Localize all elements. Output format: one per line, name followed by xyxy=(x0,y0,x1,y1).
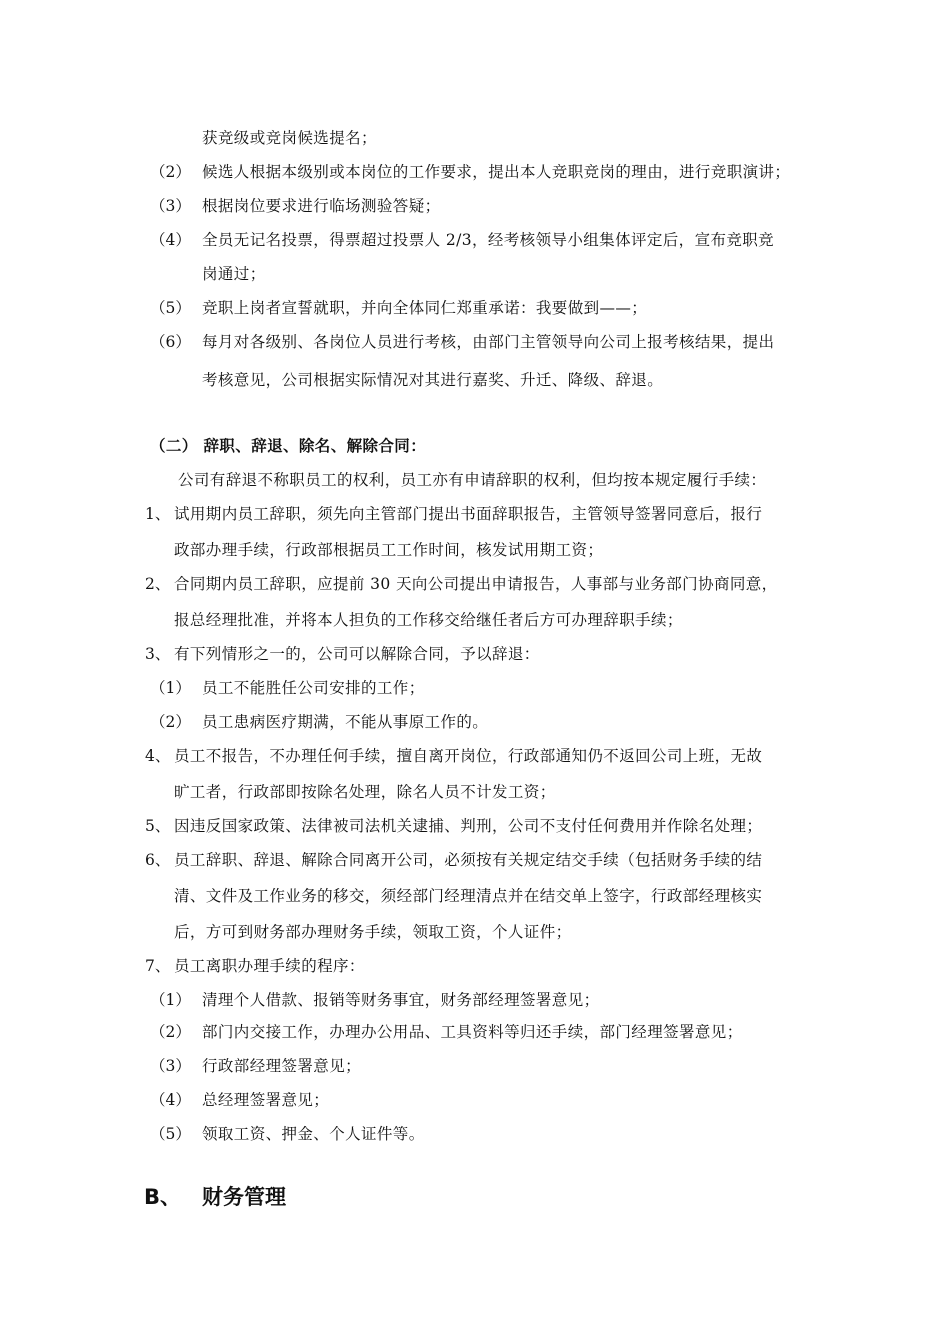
list-item-text: 根据岗位要求进行临场测验答疑； xyxy=(202,197,441,215)
list-item-text: 候选人根据本级别或本岗位的工作要求，提出本人竞职竞岗的理由，进行竞职演讲； xyxy=(202,163,791,181)
list-item-text: 员工辞职、辞退、解除合同离开公司，必须按有关规定结交手续（包括财务手续的结 xyxy=(174,851,763,869)
item-number: （3） xyxy=(150,1057,191,1075)
item-number: （5） xyxy=(150,299,191,317)
list-item-text: 清理个人借款、报销等财务事宜，财务部经理签署意见； xyxy=(202,991,600,1009)
list-item-text: 领取工资、押金、个人证件等。 xyxy=(202,1125,425,1143)
item-number: （4） xyxy=(150,1091,191,1109)
item-number: （1） xyxy=(150,679,191,697)
item-number: 6、 xyxy=(145,851,171,869)
list-item-text: 清、文件及工作业务的移交，须经部门经理清点并在结交单上签字，行政部经理核实 xyxy=(174,887,763,905)
item-number: （2） xyxy=(150,1023,191,1041)
list-item-text: 竞职上岗者宣誓就职，并向全体同仁郑重承诺：我要做到——； xyxy=(202,299,648,317)
item-number: （4） xyxy=(150,231,191,249)
list-item-text: 岗通过； xyxy=(202,265,266,283)
item-number: 2、 xyxy=(145,575,171,593)
list-item-text: 全员无记名投票，得票超过投票人 2/3，经考核领导小组集体评定后，宣布竞职竞 xyxy=(202,231,775,249)
list-item-text: 政部办理手续，行政部根据员工工作时间，核发试用期工资； xyxy=(174,541,604,559)
list-item-text: 合同期内员工辞职，应提前 30 天向公司提出申请报告，人事部与业务部门协商同意， xyxy=(174,575,778,593)
item-number: 5、 xyxy=(145,817,171,835)
item-number: （2） xyxy=(150,163,191,181)
list-item-text: 有下列情形之一的，公司可以解除合同，予以辞退： xyxy=(174,645,540,663)
list-item-text: 因违反国家政策、法律被司法机关逮捕、判刑，公司不支付任何费用并作除名处理； xyxy=(174,817,763,835)
list-item-text: 试用期内员工辞职，须先向主管部门提出书面辞职报告，主管领导签署同意后，报行 xyxy=(174,505,763,523)
item-number: （5） xyxy=(150,1125,191,1143)
list-item-text: 后，方可到财务部办理财务手续，领取工资，个人证件； xyxy=(174,923,572,941)
list-item-text: 员工不能胜任公司安排的工作； xyxy=(202,679,425,697)
list-item-text: 员工离职办理手续的程序： xyxy=(174,957,365,975)
list-item-text: 员工患病医疗期满，不能从事原工作的。 xyxy=(202,713,489,731)
list-item-text: 行政部经理签署意见； xyxy=(202,1057,362,1075)
list-item-text: 每月对各级别、各岗位人员进行考核，由部门主管领导向公司上报考核结果，提出 xyxy=(202,333,775,351)
item-number: 4、 xyxy=(145,747,171,765)
list-item-text: 部门内交接工作，办理办公用品、工具资料等归还手续，部门经理签署意见； xyxy=(202,1023,743,1041)
list-item-text: 报总经理批准，并将本人担负的工作移交给继任者后方可办理辞职手续； xyxy=(174,611,683,629)
list-item-text: 考核意见，公司根据实际情况对其进行嘉奖、升迁、降级、辞退。 xyxy=(202,371,664,389)
list-continuation-line: 获竞级或竞岗候选提名； xyxy=(202,129,377,147)
section-intro: 公司有辞退不称职员工的权利，员工亦有申请辞职的权利，但均按本规定履行手续： xyxy=(178,471,767,489)
section-heading: （二） 辞职、辞退、除名、解除合同： xyxy=(150,437,427,455)
list-item-text: 总经理签署意见； xyxy=(202,1091,330,1109)
list-item-text: 员工不报告，不办理任何手续，擅自离开岗位，行政部通知仍不返回公司上班，无故 xyxy=(174,747,763,765)
section-b-title: 财务管理 xyxy=(202,1185,286,1209)
section-b-label: B、 xyxy=(144,1185,182,1209)
item-number: （6） xyxy=(150,333,191,351)
item-number: （1） xyxy=(150,991,191,1009)
item-number: （3） xyxy=(150,197,191,215)
item-number: 3、 xyxy=(145,645,171,663)
list-item-text: 旷工者，行政部即按除名处理，除名人员不计发工资； xyxy=(174,783,556,801)
item-number: 7、 xyxy=(145,957,171,975)
item-number: 1、 xyxy=(145,505,171,523)
item-number: （2） xyxy=(150,713,191,731)
